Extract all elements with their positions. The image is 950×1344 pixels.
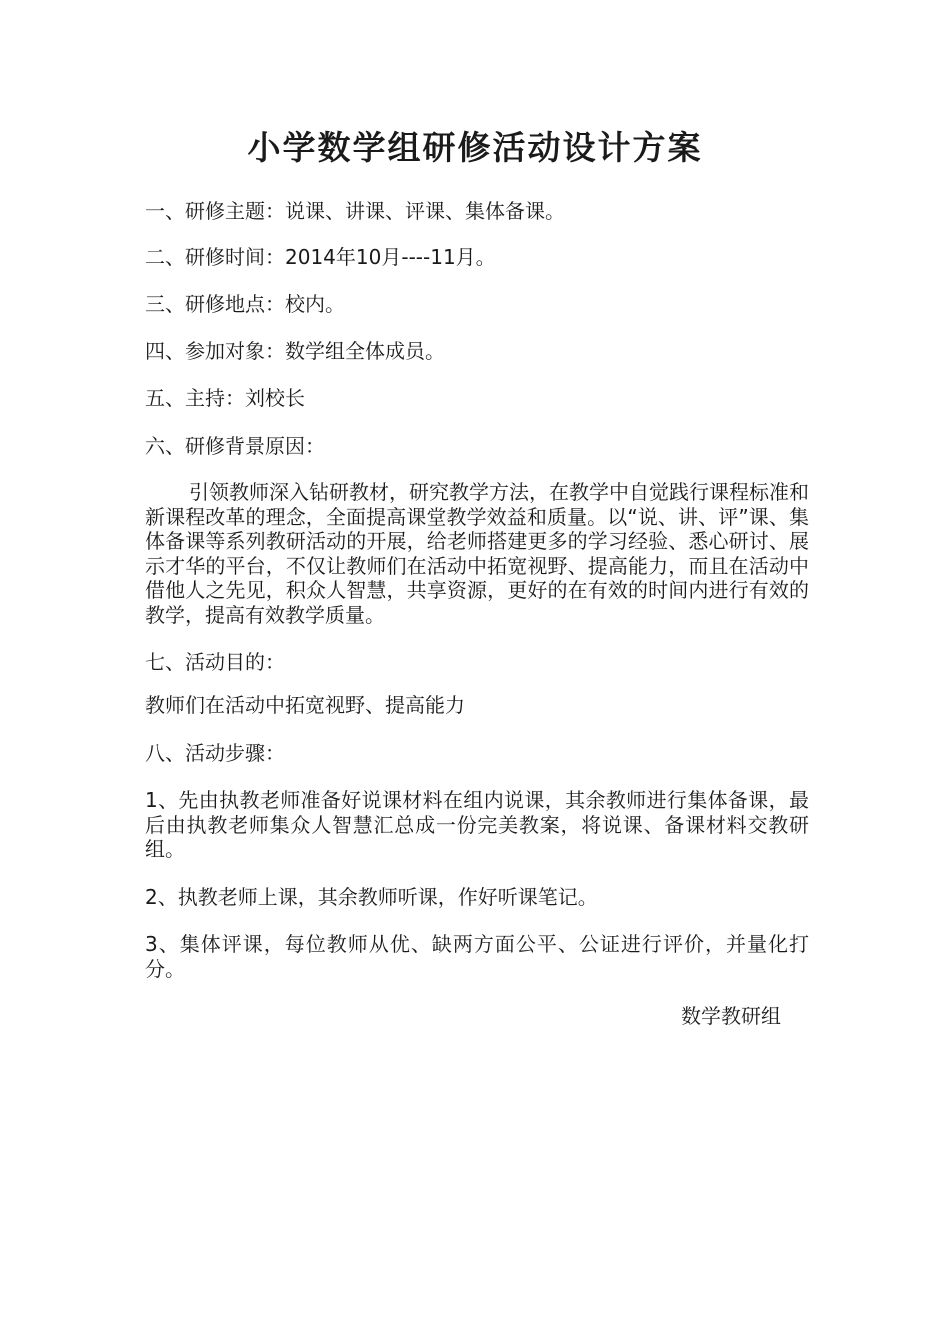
- signature: 数学教研组: [681, 1004, 781, 1028]
- item-place: 三、研修地点：校内。: [145, 292, 345, 316]
- step-3: 3、集体评课，每位教师从优、缺两方面公平、公证进行评价，并量化打分。: [145, 932, 809, 981]
- background-heading: 六、研修背景原因：: [145, 434, 325, 458]
- item-time: 二、研修时间：2014年10月----11月。: [145, 245, 496, 269]
- document-title: 小学数学组研修活动设计方案: [247, 128, 703, 167]
- purpose-heading: 七、活动目的：: [145, 650, 285, 674]
- purpose-text: 教师们在活动中拓宽视野、提高能力: [145, 693, 465, 717]
- step-1: 1、先由执教老师准备好说课材料在组内说课，其余教师进行集体备课，最后由执教老师集众人智慧汇总成一份完美教案，将说课、备课材料交教研组。: [145, 788, 809, 862]
- item-host: 五、主持：刘校长: [145, 386, 305, 410]
- item-theme: 一、研修主题：说课、讲课、评课、集体备课。: [145, 199, 565, 223]
- item-participants: 四、参加对象：数学组全体成员。: [145, 339, 445, 363]
- step-2: 2、执教老师上课，其余教师听课，作好听课笔记。: [145, 885, 598, 909]
- steps-heading: 八、活动步骤：: [145, 741, 285, 765]
- background-paragraph: 引领教师深入钻研教材，研究教学方法，在教学中自觉践行课程标准和新课程改革的理念，全面提高课堂教学效益和质量。以“说、讲、评”课、集体备课等系列教研活动的开展，给老师搭建更多的学习经验、悉心研讨、展示才华的平台，不仅让教师们在活动中拓宽视野、提高能力，而且在活动中借他人之先见，积众人智慧，共享资源，更好的在有效的时间内进行有效的教学，提高有效教学质量。: [145, 480, 809, 627]
